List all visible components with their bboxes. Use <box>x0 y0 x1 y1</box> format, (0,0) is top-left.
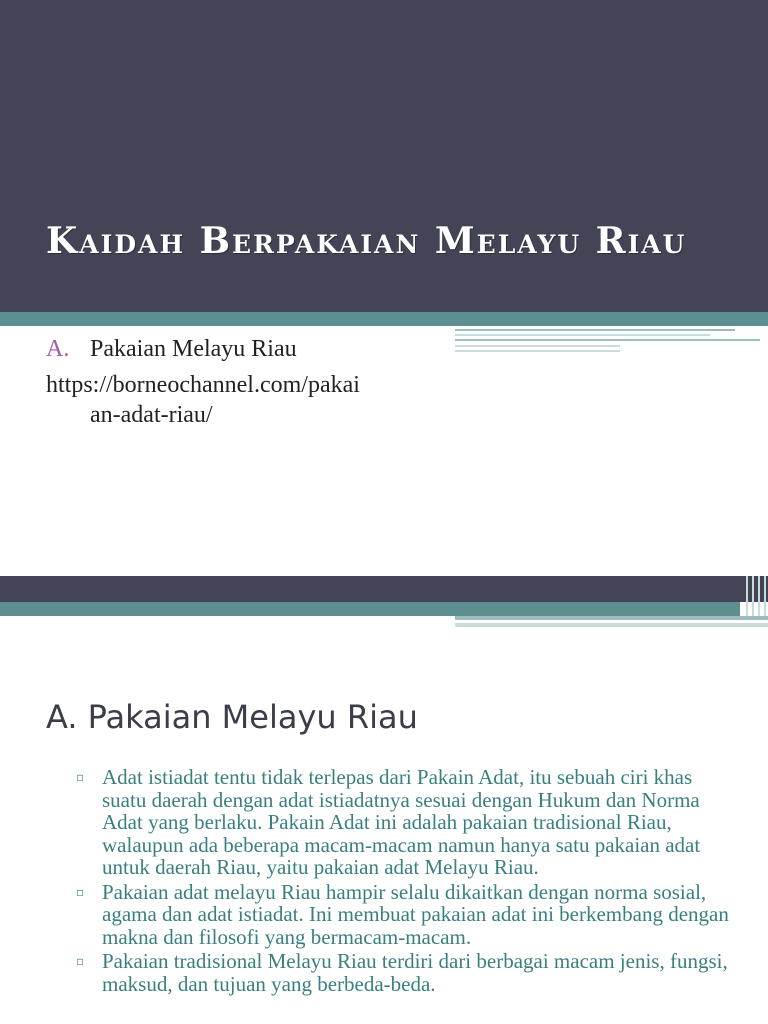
slide-title: Kaidah Berpakaian Melayu Riau <box>46 220 687 262</box>
stripe <box>455 339 760 341</box>
bullet-text: Pakaian adat melayu Riau hampir selalu dikaitkan dengan norma sosial, agama dan adat istiadat. Ini membuat pakaian adat ini berkembang dengan makna dan filosofi yang bermacam-macam. <box>102 879 729 949</box>
stripe <box>752 576 754 616</box>
bullet-text: Adat istiadat tentu tidak terlepas dari Pakain Adat, itu sebuah ciri khas suatu daerah dengan adat istiadatnya sesuai dengan Hukum dan Norma Adat yang berlaku. Pakain Adat ini adalah pakaian tradisional Riau, walaupun ada beberapa macam-macam namun hanya satu pakaian adat untuk daerah Riau, yaitu pakaian adat Melayu Riau. <box>102 765 701 879</box>
bullet-list <box>76 766 736 997</box>
source-link[interactable] <box>46 370 446 430</box>
stripe <box>455 329 735 331</box>
bullet-icon: ▫ <box>76 884 85 899</box>
list-item <box>76 950 736 995</box>
bullet-icon: ▫ <box>76 770 85 784</box>
title-band <box>0 576 768 602</box>
stripe <box>455 623 768 627</box>
stripe <box>455 616 768 620</box>
list-item <box>76 881 736 949</box>
bullet-icon: ▫ <box>76 954 85 968</box>
stripe <box>764 576 766 616</box>
bullet-text: Pakaian tradisional Melayu Riau terdiri dari berbagai macam jenis, fungsi, maksud, dan tujuan yang berbeda-beda. <box>102 949 728 996</box>
teal-bar <box>0 312 768 326</box>
stripe <box>455 334 710 336</box>
slide-2 <box>0 576 768 1024</box>
link-line-1: https://borneochannel.com/pakai <box>46 372 360 398</box>
stripe <box>758 576 760 616</box>
item-letter: A. <box>46 336 70 362</box>
stripe <box>455 350 620 352</box>
item-text: Pakaian Melayu Riau <box>90 336 297 362</box>
list-item <box>76 766 736 879</box>
slide-heading: A. Pakaian Melayu Riau <box>46 698 418 736</box>
stripe <box>455 345 620 347</box>
stripe <box>746 576 748 616</box>
link-line-2: an-adat-riau/ <box>90 402 213 428</box>
list-item <box>46 334 297 364</box>
teal-bar <box>0 602 740 616</box>
